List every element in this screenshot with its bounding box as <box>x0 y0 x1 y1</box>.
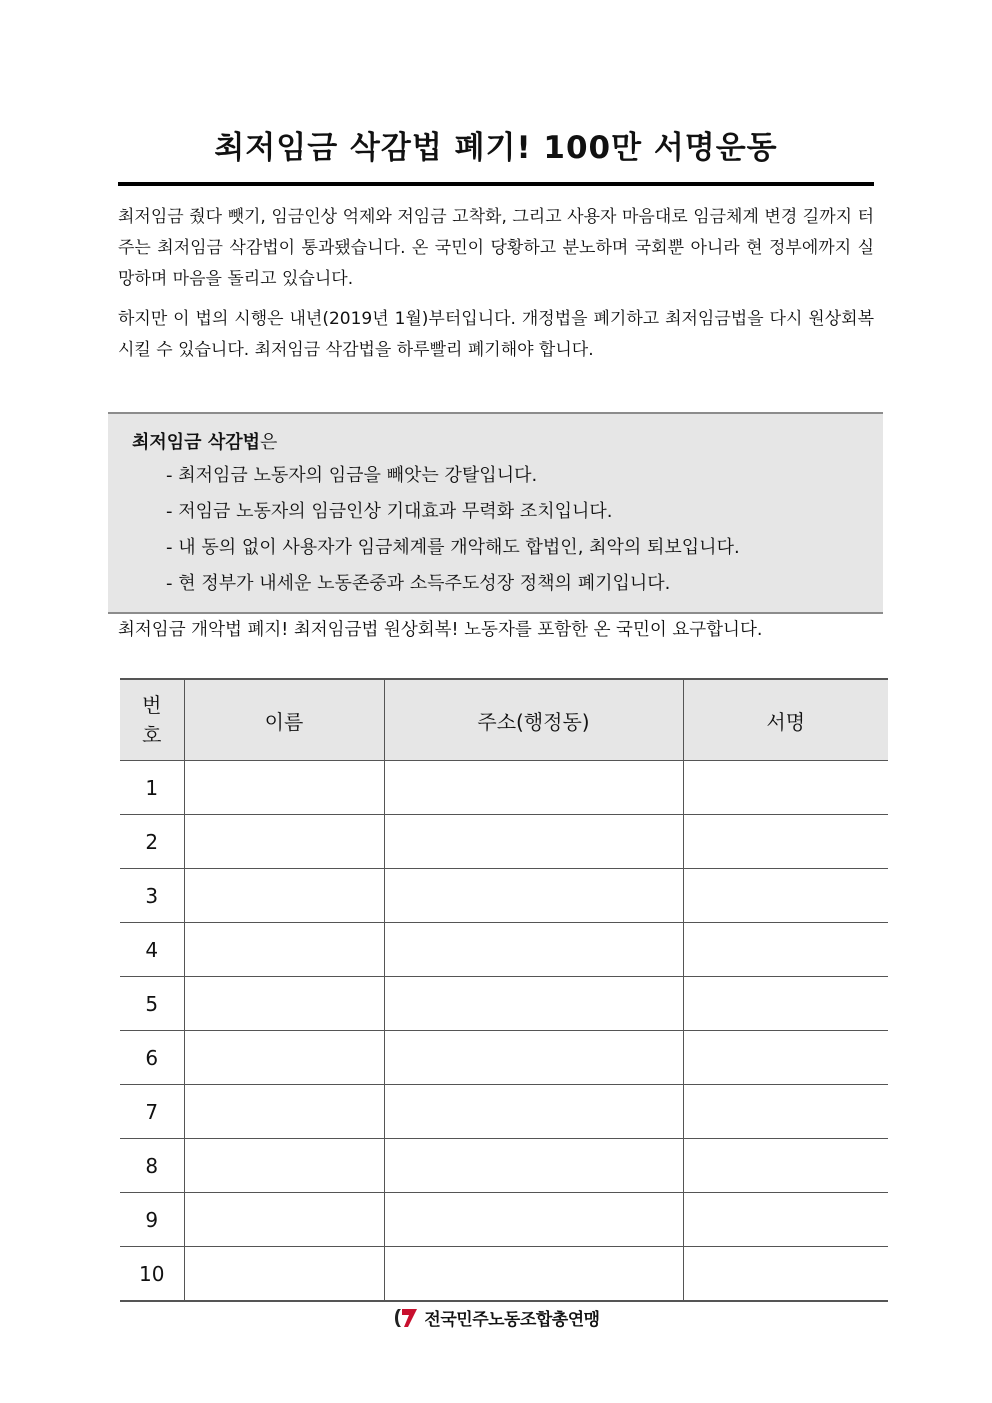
row-number: 5 <box>120 977 184 1031</box>
table-row <box>120 761 888 815</box>
page-title: 최저임금 삭감법 폐기! 100만 서명운동 <box>214 130 778 166</box>
name-cell[interactable] <box>184 815 384 869</box>
demand-statement: 최저임금 개악법 폐지! 최저임금법 원상회복! 노동자를 포함한 온 국민이 요구합니다. <box>118 620 763 640</box>
intro-paragraph-2: 하지만 이 법의 시행은 내년(2019년 1월)부터입니다. 개정법을 폐기하고 최저임금법을 다시 원상회복 시킬 수 있습니다. 최저임금 삭감법을 하루빨리 폐기해야 합니다. <box>118 309 874 360</box>
header-number: 번 호 <box>120 679 184 761</box>
summary-item: - 내 동의 없이 사용자가 임금체계를 개악해도 합법인, 최악의 퇴보입니다. <box>166 537 740 558</box>
name-cell[interactable] <box>184 869 384 923</box>
signature-cell[interactable] <box>683 1193 888 1247</box>
row-number: 7 <box>120 1085 184 1139</box>
signature-table <box>120 678 888 1302</box>
name-cell[interactable] <box>184 923 384 977</box>
summary-heading-suffix: 은 <box>259 432 278 453</box>
signature-cell[interactable] <box>683 1139 888 1193</box>
address-cell[interactable] <box>384 1031 683 1085</box>
address-cell[interactable] <box>384 923 683 977</box>
summary-item: - 저임금 노동자의 임금인상 기대효과 무력화 조치입니다. <box>166 501 613 522</box>
table-row <box>120 1247 888 1302</box>
row-number: 9 <box>120 1193 184 1247</box>
signature-cell[interactable] <box>683 923 888 977</box>
summary-heading-bold: 최저임금 삭감법 <box>132 432 260 453</box>
signature-cell[interactable] <box>683 977 888 1031</box>
signature-cell[interactable] <box>683 761 888 815</box>
summary-box-heading <box>132 428 277 454</box>
table-row <box>120 1085 888 1139</box>
name-cell[interactable] <box>184 1193 384 1247</box>
header-name: 이름 <box>184 679 384 761</box>
org-name: 전국민주노동조합총연맹 <box>424 1310 600 1330</box>
row-number: 6 <box>120 1031 184 1085</box>
row-number: 3 <box>120 869 184 923</box>
summary-list <box>166 461 740 605</box>
signature-cell[interactable] <box>683 1085 888 1139</box>
table-header-row <box>120 679 888 761</box>
row-number: 10 <box>120 1247 184 1302</box>
table-row <box>120 977 888 1031</box>
org-logo <box>392 1305 599 1330</box>
address-cell[interactable] <box>384 1085 683 1139</box>
kctu-logo-icon <box>392 1307 418 1329</box>
summary-item: - 최저임금 노동자의 임금을 빼앗는 강탈입니다. <box>166 465 538 486</box>
name-cell[interactable] <box>184 977 384 1031</box>
table-row <box>120 1139 888 1193</box>
address-cell[interactable] <box>384 1139 683 1193</box>
signature-cell[interactable] <box>683 1031 888 1085</box>
address-cell[interactable] <box>384 761 683 815</box>
name-cell[interactable] <box>184 761 384 815</box>
summary-item: - 현 정부가 내세운 노동존중과 소득주도성장 정책의 폐기입니다. <box>166 573 671 594</box>
header-address: 주소(행정동) <box>384 679 683 761</box>
table-row <box>120 923 888 977</box>
address-cell[interactable] <box>384 977 683 1031</box>
intro-paragraph-1: 최저임금 줬다 뺏기, 임금인상 억제와 저임금 고착화, 그리고 사용자 마음대로 임금체계 변경 길까지 터주는 최저임금 삭감법이 통과됐습니다. 온 국민이 당황하고 분노하며 국회뿐 아니라 현 정부에까지 실망하며 마음을 돌리고 있습니다. <box>118 207 874 289</box>
footer <box>0 1305 992 1333</box>
header-signature: 서명 <box>683 679 888 761</box>
row-number: 2 <box>120 815 184 869</box>
row-number: 4 <box>120 923 184 977</box>
name-cell[interactable] <box>184 1247 384 1302</box>
table-row <box>120 869 888 923</box>
name-cell[interactable] <box>184 1085 384 1139</box>
signature-cell[interactable] <box>683 815 888 869</box>
name-cell[interactable] <box>184 1139 384 1193</box>
title-divider <box>118 182 874 186</box>
address-cell[interactable] <box>384 869 683 923</box>
row-number: 8 <box>120 1139 184 1193</box>
table-row <box>120 1031 888 1085</box>
address-cell[interactable] <box>384 1193 683 1247</box>
signature-cell[interactable] <box>683 1247 888 1302</box>
table-row <box>120 1193 888 1247</box>
row-number: 1 <box>120 761 184 815</box>
address-cell[interactable] <box>384 815 683 869</box>
table-row <box>120 815 888 869</box>
name-cell[interactable] <box>184 1031 384 1085</box>
signature-cell[interactable] <box>683 869 888 923</box>
summary-box <box>108 412 883 614</box>
address-cell[interactable] <box>384 1247 683 1302</box>
